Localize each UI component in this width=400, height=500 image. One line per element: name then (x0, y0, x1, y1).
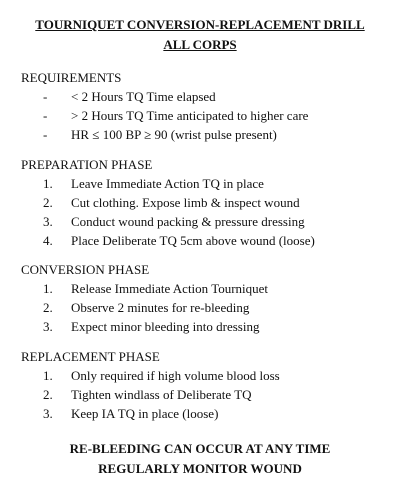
replacement-step (0, 406, 400, 424)
step-text: Leave Immediate Action TQ in place (71, 176, 264, 191)
preparation-step (0, 176, 400, 194)
preparation-heading: PREPARATION PHASE (21, 157, 153, 172)
replacement-step (0, 368, 400, 386)
step-text: Expect minor bleeding into dressing (71, 319, 260, 334)
replacement-step (0, 387, 400, 405)
warning-line-1: RE-BLEEDING CAN OCCUR AT ANY TIME (69, 441, 331, 456)
requirement-item (0, 127, 400, 145)
conversion-step (0, 281, 400, 299)
step-number: 1. (43, 281, 53, 296)
list-bullet: - (43, 89, 48, 104)
preparation-step (0, 195, 400, 213)
step-number: 3. (43, 406, 53, 421)
requirements-heading: REQUIREMENTS (21, 70, 122, 85)
conversion-step (0, 300, 400, 318)
conversion-heading: CONVERSION PHASE (21, 262, 150, 277)
step-text: Tighten windlass of Deliberate TQ (71, 387, 252, 402)
step-text: Keep IA TQ in place (loose) (71, 406, 219, 421)
requirement-item (0, 108, 400, 126)
requirement-item (0, 89, 400, 107)
step-number: 2. (43, 300, 53, 315)
step-number: 4. (43, 233, 53, 248)
step-text: Cut clothing. Expose limb & inspect wound (71, 195, 300, 210)
list-bullet: - (43, 127, 48, 142)
step-number: 2. (43, 387, 53, 402)
conversion-step (0, 319, 400, 337)
replacement-heading: REPLACEMENT PHASE (21, 349, 160, 364)
list-item-text: HR ≤ 100 BP ≥ 90 (wrist pulse present) (71, 127, 277, 142)
step-number: 3. (43, 214, 53, 229)
step-text: Observe 2 minutes for re-bleeding (71, 300, 250, 315)
step-number: 3. (43, 319, 53, 334)
step-text: Only required if high volume blood loss (71, 368, 280, 383)
step-text: Place Deliberate TQ 5cm above wound (loose) (71, 233, 315, 248)
step-text: Release Immediate Action Tourniquet (71, 281, 269, 296)
step-number: 2. (43, 195, 53, 210)
preparation-step (0, 214, 400, 232)
step-number: 1. (43, 176, 53, 191)
step-number: 1. (43, 368, 53, 383)
preparation-step (0, 233, 400, 251)
document-title-line-1: TOURNIQUET CONVERSION-REPLACEMENT DRILL (35, 17, 365, 32)
warning-line-2: REGULARLY MONITOR WOUND (98, 461, 302, 476)
list-bullet: - (43, 108, 48, 123)
document-title-line-2: ALL CORPS (163, 37, 237, 52)
list-item-text: > 2 Hours TQ Time anticipated to higher care (71, 108, 309, 123)
list-item-text: < 2 Hours TQ Time elapsed (71, 89, 216, 104)
step-text: Conduct wound packing & pressure dressing (71, 214, 305, 229)
